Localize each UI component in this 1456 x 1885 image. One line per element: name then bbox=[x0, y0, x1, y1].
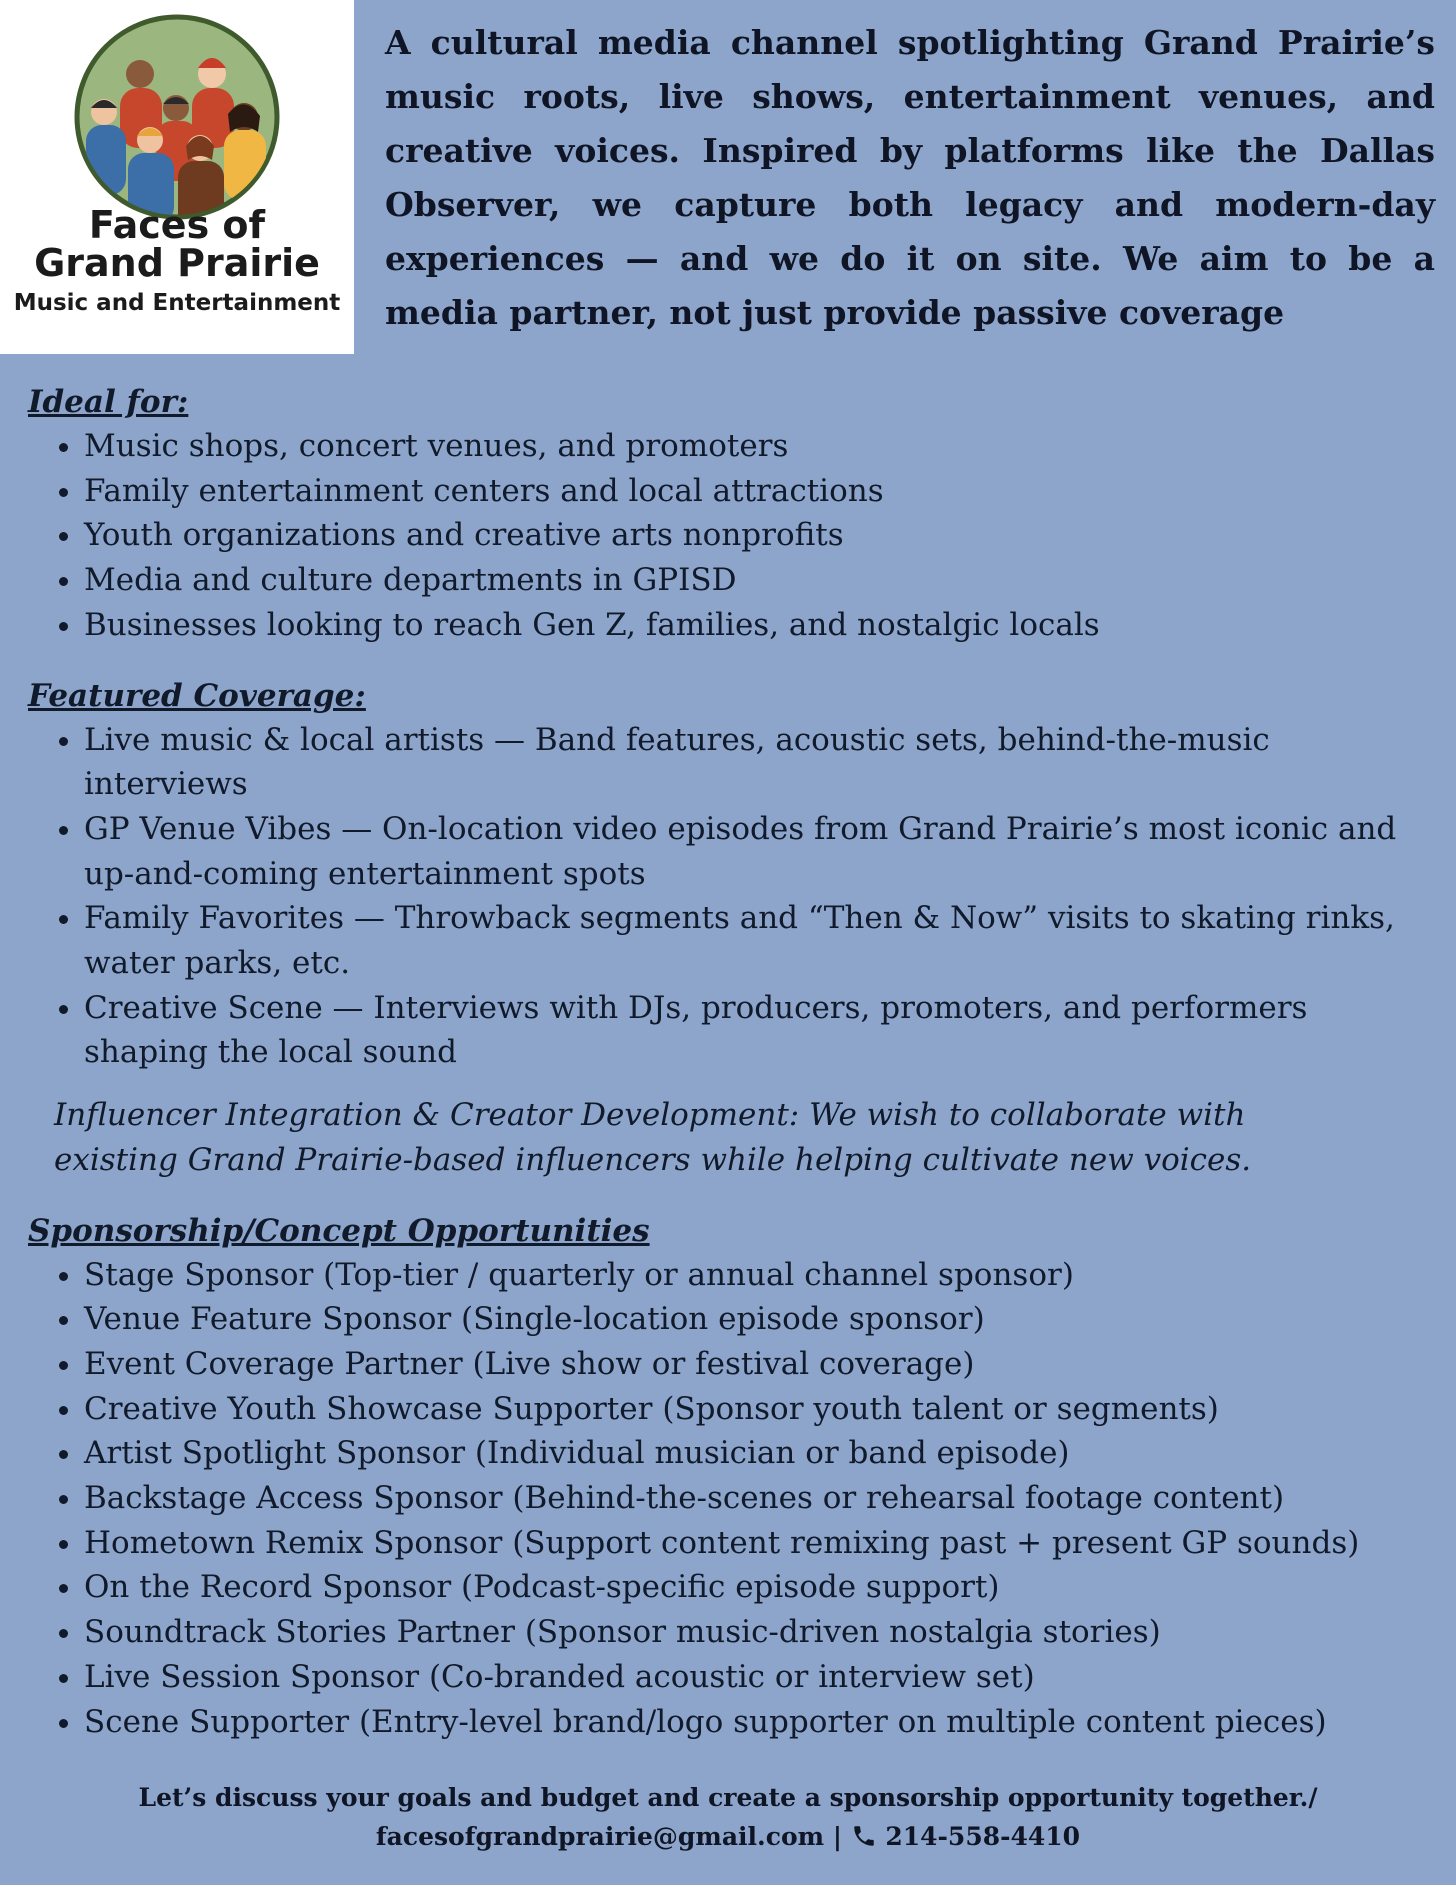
ideal-item: • Businesses looking to reach Gen Z, families, and nostalgic locals bbox=[84, 603, 1438, 648]
featured-item: • Creative Scene — Interviews with DJs, producers, promoters, and performers shaping the local sound bbox=[84, 986, 1438, 1075]
footer-cta: Let’s discuss your goals and budget and create a sponsorship opportunity together./ bbox=[138, 1783, 1318, 1812]
separator: | bbox=[832, 1822, 842, 1851]
ideal-item: • Youth organizations and creative arts nonprofits bbox=[84, 513, 1438, 558]
sponsorship-item: • Hometown Remix Sponsor (Support content remixing past + present GP sounds) bbox=[84, 1521, 1438, 1566]
main-content bbox=[28, 380, 1438, 1744]
sponsorship-item: • Scene Supporter (Entry-level brand/logo supporter on multiple content pieces) bbox=[84, 1700, 1438, 1745]
ideal-item: • Family entertainment centers and local attractions bbox=[84, 469, 1438, 514]
featured-item: • Family Favorites — Throwback segments and “Then & Now” visits to skating rinks, water parks, etc. bbox=[84, 896, 1438, 985]
sponsorship-item: • Live Session Sponsor (Co-branded acoustic or interview set) bbox=[84, 1655, 1438, 1700]
sponsorship-item: • Soundtrack Stories Partner (Sponsor music-driven nostalgia stories) bbox=[84, 1610, 1438, 1655]
phone-icon bbox=[851, 1823, 877, 1849]
sponsorship-item: • Event Coverage Partner (Live show or festival coverage) bbox=[84, 1342, 1438, 1387]
sponsorship-item: • Backstage Access Sponsor (Behind-the-scenes or rehearsal footage content) bbox=[84, 1476, 1438, 1521]
footer-contact bbox=[0, 1778, 1456, 1856]
featured-item: • Live music & local artists — Band features, acoustic sets, behind-the-music interviews bbox=[84, 718, 1438, 807]
phone-number[interactable]: 214-558-4410 bbox=[885, 1822, 1081, 1851]
sponsorship-item: • Stage Sponsor (Top-tier / quarterly or annual channel sponsor) bbox=[84, 1253, 1438, 1298]
people-illustration bbox=[72, 12, 282, 222]
ideal-list bbox=[28, 424, 1438, 648]
featured-list bbox=[28, 718, 1438, 1076]
logo-title-line1: Faces of bbox=[88, 203, 266, 247]
sponsorship-heading: Sponsorship/Concept Opportunities bbox=[28, 1212, 650, 1249]
email-link[interactable]: facesofgrandprairie@gmail.com bbox=[375, 1822, 825, 1851]
intro-paragraph: A cultural media channel spotlighting Grand Prairie’s music roots, live shows, entertainment venues, and creative voices. Inspired by platforms like the Dallas Observer, we capture both legacy and modern-day experiences — and we do it on site. We aim to be a media partner, not just provide passive coverage bbox=[385, 23, 1435, 332]
sponsorship-item: • Creative Youth Showcase Supporter (Sponsor youth talent or segments) bbox=[84, 1387, 1438, 1432]
sponsorship-item: • Artist Spotlight Sponsor (Individual musician or band episode) bbox=[84, 1431, 1438, 1476]
influencer-note: Influencer Integration & Creator Development: We wish to collaborate with existing Grand Prairie-based influencers while helping cultivate new voices. bbox=[54, 1097, 1252, 1178]
ideal-item: • Music shops, concert venues, and promoters bbox=[84, 424, 1438, 469]
sponsorship-list bbox=[28, 1253, 1438, 1745]
featured-heading: Featured Coverage: bbox=[28, 677, 366, 714]
footer-contact-line bbox=[0, 1817, 1456, 1856]
ideal-heading: Ideal for: bbox=[28, 384, 189, 420]
featured-item: • GP Venue Vibes — On-location video episodes from Grand Prairie’s most iconic and up-and-coming entertainment spots bbox=[84, 807, 1438, 896]
sponsorship-item: • On the Record Sponsor (Podcast-specific episode support) bbox=[84, 1565, 1438, 1610]
logo-subtitle: Music and Entertainment bbox=[13, 290, 341, 316]
ideal-item: • Media and culture departments in GPISD bbox=[84, 558, 1438, 603]
logo-title-line2: Grand Prairie bbox=[34, 241, 320, 285]
logo bbox=[0, 0, 354, 354]
sponsorship-item: • Venue Feature Sponsor (Single-location episode sponsor) bbox=[84, 1297, 1438, 1342]
